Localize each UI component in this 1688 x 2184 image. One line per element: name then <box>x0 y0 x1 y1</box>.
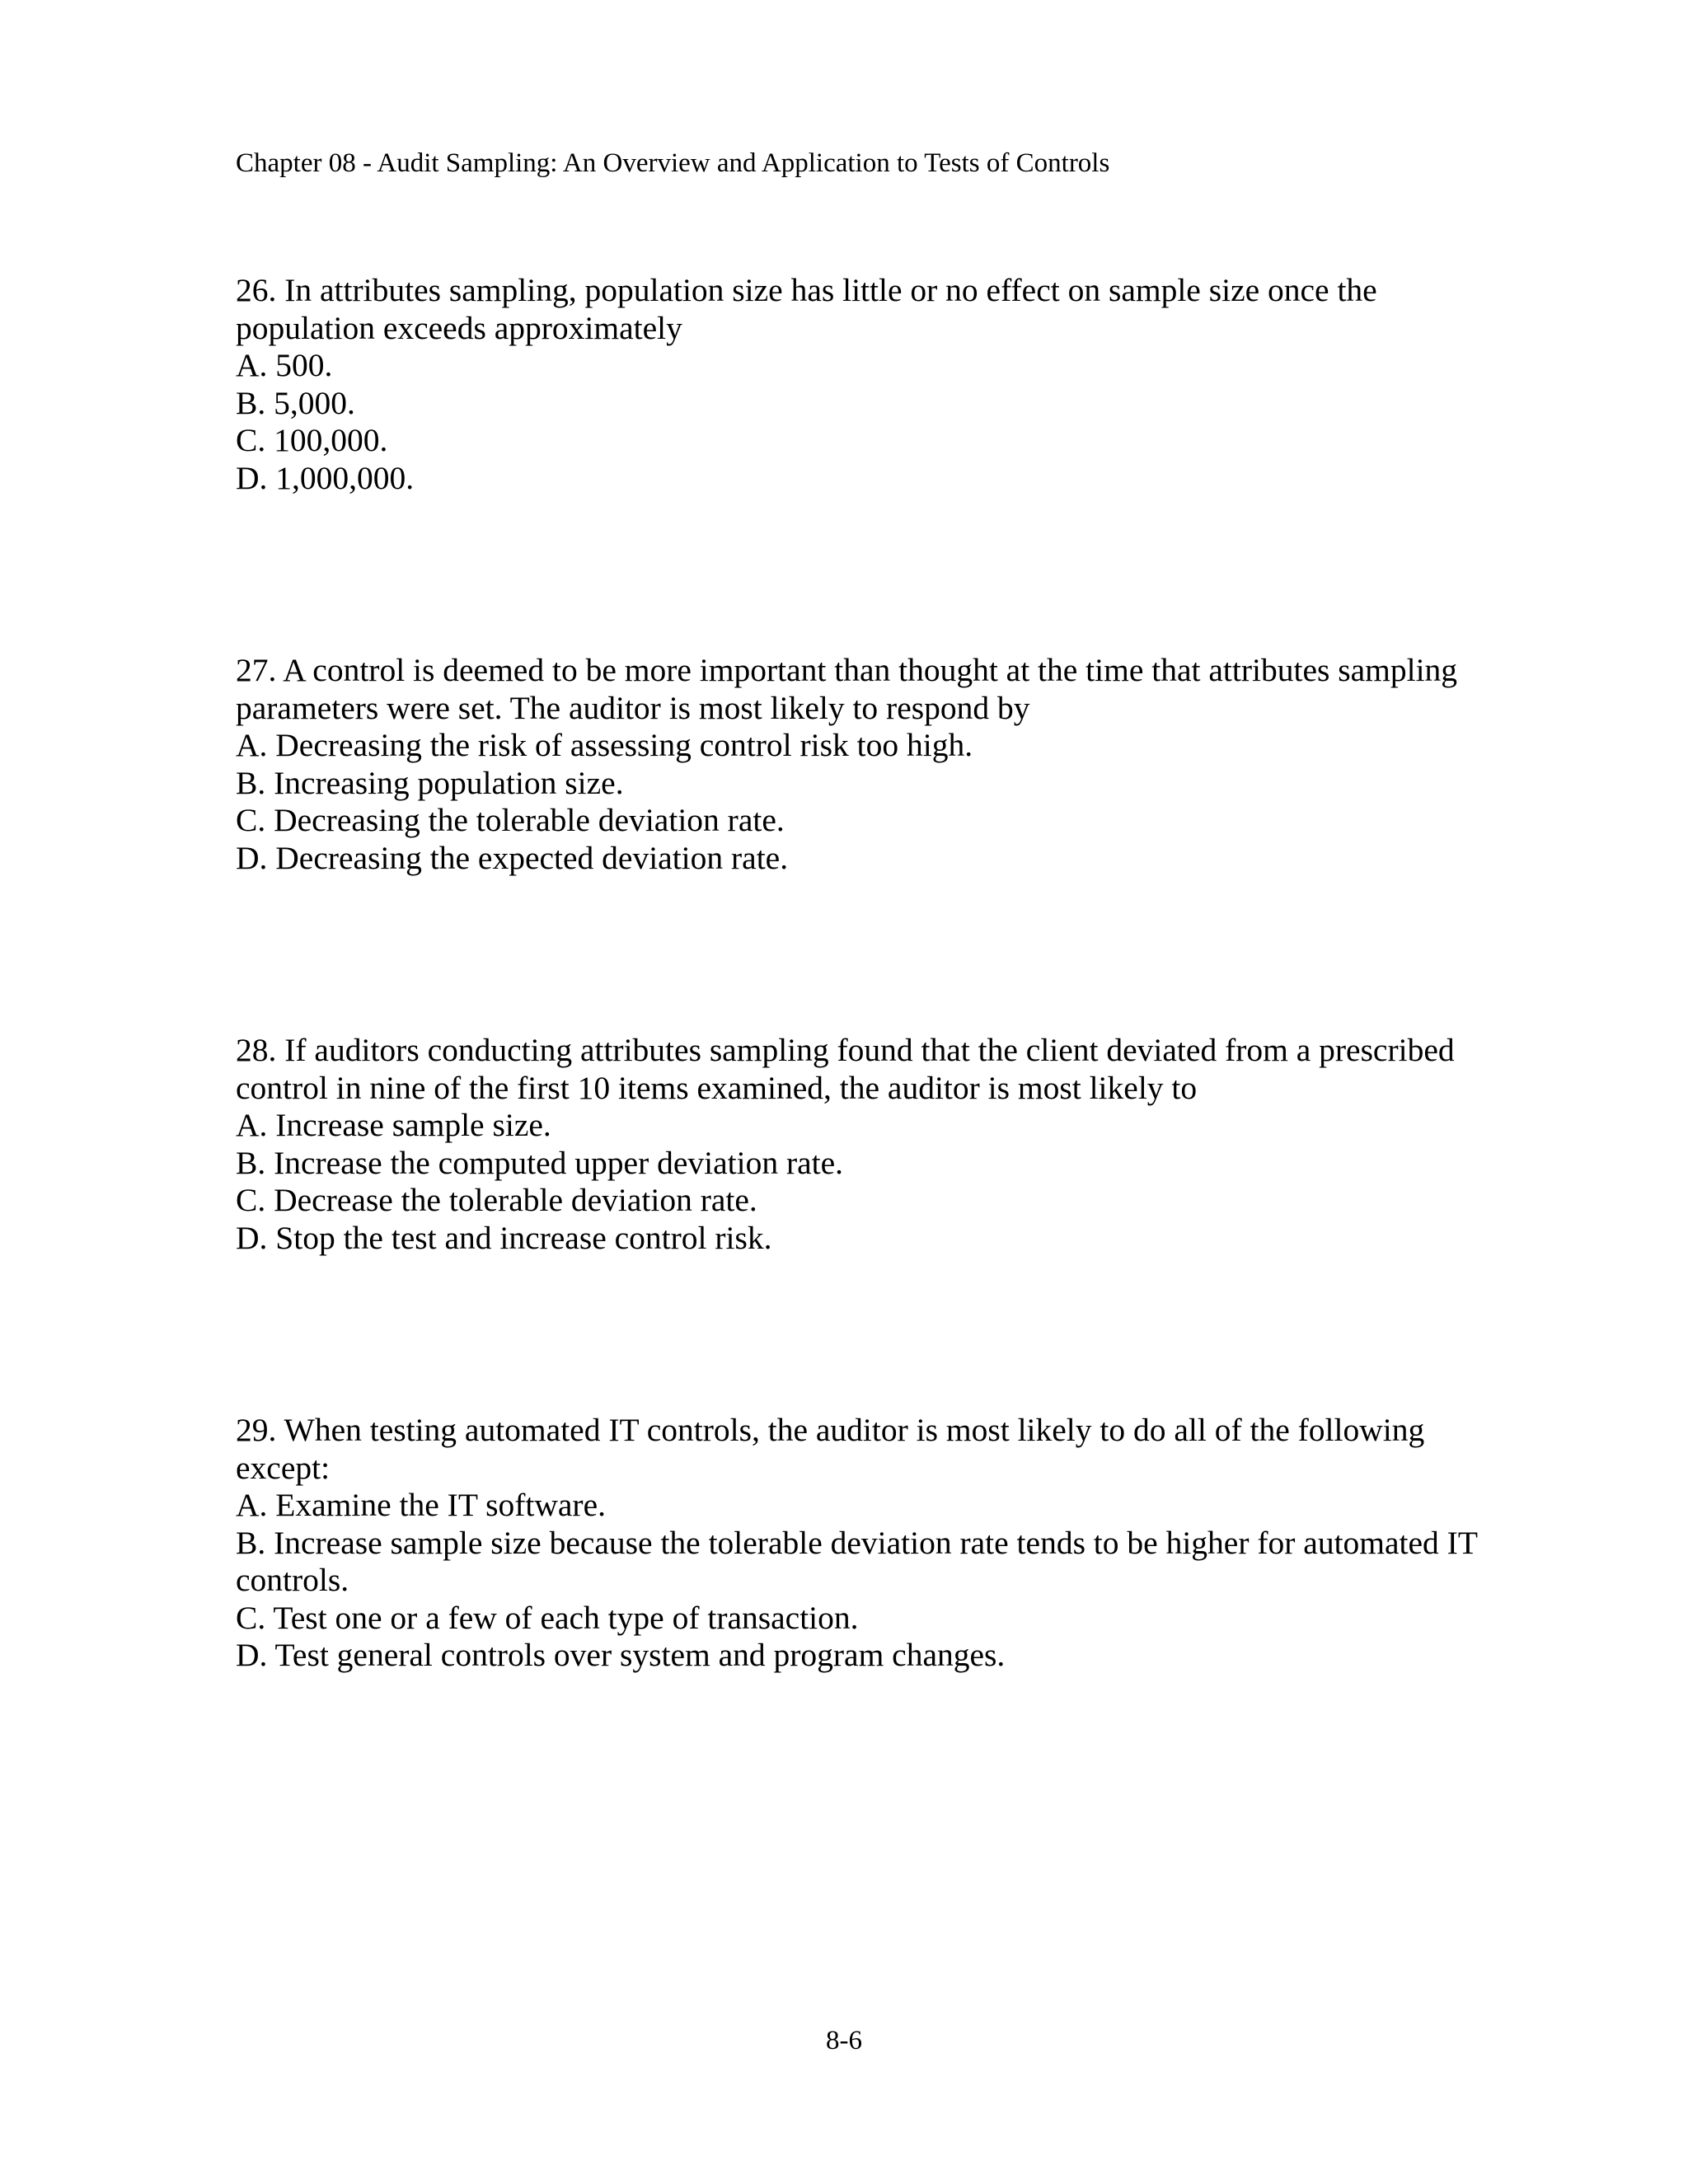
question-27 <box>236 652 1497 877</box>
answer-option-c: C. Test one or a few of each type of transaction. <box>236 1599 859 1636</box>
question-stem: 27. A control is deemed to be more important than thought at the time that attributes sampling parameters were set. The auditor is most likely to respond by <box>236 652 1458 726</box>
answer-option-b: B. Increase sample size because the tolerable deviation rate tends to be higher for automated IT controls. <box>236 1524 1478 1598</box>
answer-option-b: B. 5,000. <box>236 384 355 421</box>
question-stem: 26. In attributes sampling, population size has little or no effect on sample size once the population exceeds approximately <box>236 272 1377 346</box>
questions-list <box>236 272 1497 1830</box>
answer-option-d: D. Stop the test and increase control risk. <box>236 1219 772 1256</box>
question-26 <box>236 272 1497 497</box>
question-stem: 28. If auditors conducting attributes sampling found that the client deviated from a prescribed control in nine of the first 10 items examined, the auditor is most likely to <box>236 1032 1455 1106</box>
answer-option-d: D. 1,000,000. <box>236 459 415 496</box>
answer-option-a: A. Examine the IT software. <box>236 1487 606 1523</box>
answer-option-a: A. Decreasing the risk of assessing control risk too high. <box>236 727 973 763</box>
chapter-header: Chapter 08 - Audit Sampling: An Overview and Application to Tests of Controls <box>236 148 1110 178</box>
page-number: 8-6 <box>826 2026 862 2055</box>
answer-option-c: C. Decrease the tolerable deviation rate. <box>236 1182 757 1218</box>
answer-option-b: B. Increase the computed upper deviation rate. <box>236 1144 844 1181</box>
answer-option-a: A. 500. <box>236 347 333 383</box>
question-stem: 29. When testing automated IT controls, the auditor is most likely to do all of the following except: <box>236 1412 1425 1486</box>
answer-option-c: C. 100,000. <box>236 422 388 458</box>
question-28 <box>236 1032 1497 1257</box>
answer-option-b: B. Increasing population size. <box>236 764 624 801</box>
answer-option-a: A. Increase sample size. <box>236 1107 551 1143</box>
answer-option-c: C. Decreasing the tolerable deviation rate. <box>236 802 785 838</box>
question-29 <box>236 1412 1497 1675</box>
answer-option-d: D. Test general controls over system and program changes. <box>236 1637 1006 1673</box>
answer-option-d: D. Decreasing the expected deviation rate. <box>236 839 789 876</box>
